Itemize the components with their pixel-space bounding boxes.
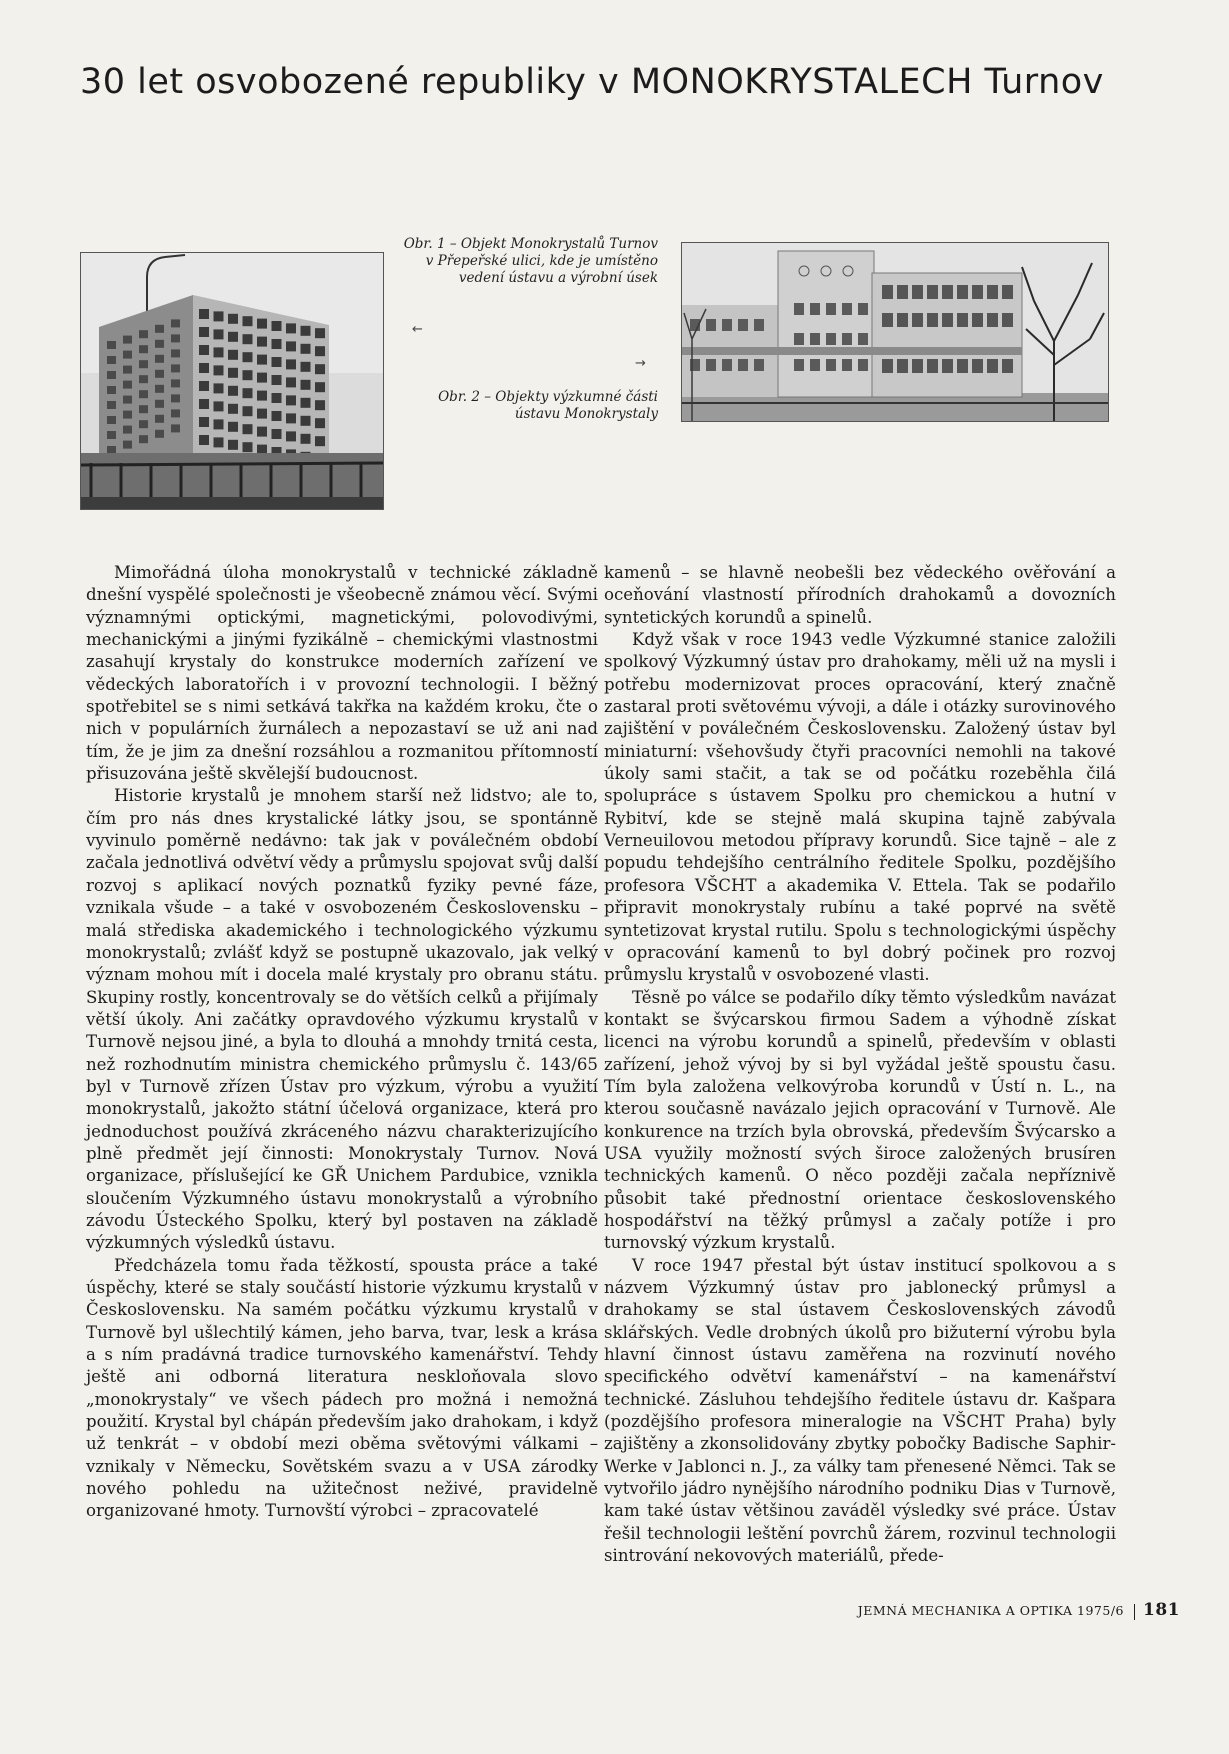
- window: [228, 422, 238, 432]
- window: [155, 430, 164, 438]
- window: [826, 359, 836, 371]
- window: [882, 313, 893, 327]
- window: [315, 418, 325, 428]
- window: [826, 303, 836, 315]
- window: [139, 360, 148, 368]
- window: [272, 339, 282, 349]
- window: [957, 313, 968, 327]
- figure-1-caption: Obr. 1 – Objekt Monokrystalů Turnov v Přepeřské ulici, kde je umístěno vedení ústavu a výrobní úsek: [403, 236, 658, 286]
- window: [139, 405, 148, 413]
- text-column-right: [604, 562, 1116, 1567]
- window: [214, 311, 224, 321]
- window: [107, 356, 116, 364]
- journal-name: JEMNÁ MECHANIKA A OPTIKA 1975/6: [857, 1603, 1124, 1618]
- window: [1002, 359, 1013, 373]
- window: [171, 349, 180, 357]
- window: [199, 417, 209, 427]
- window: [272, 357, 282, 367]
- window: [706, 319, 716, 331]
- window: [107, 401, 116, 409]
- right-arrow-icon: →: [635, 356, 646, 371]
- window: [257, 427, 267, 437]
- window: [171, 379, 180, 387]
- window: [139, 345, 148, 353]
- window: [754, 359, 764, 371]
- figure-2-caption: Obr. 2 – Objekty výzkumné části ústavu Monokrystaly: [438, 389, 658, 422]
- window: [794, 359, 804, 371]
- window: [882, 359, 893, 373]
- window: [738, 319, 748, 331]
- window: [139, 435, 148, 443]
- window: [139, 330, 148, 338]
- window: [171, 409, 180, 417]
- window: [842, 359, 852, 371]
- window: [1002, 285, 1013, 299]
- window: [199, 327, 209, 337]
- window: [123, 366, 132, 374]
- window: [272, 411, 282, 421]
- paragraph: Když však v roce 1943 vedle Výzkumné stanice založili spolkový Výzkumný ústav pro drahokamy, měli už na mysli i potřebu modernizovat proces opracování, který značně zastaral proti světovému vývoji, a dále i otázky surovinového zajištění v poválečném Československu. Založený ústav byl miniaturní: všehovšudy čtyři pracovníci nemohli na takové úkoly sami stačit, a tak se od počátku rozeběhla čilá spolupráce s ústavem Spolku pro chemickou a hutní v Rybitví, kde se stejně malá skupina tajně zabývala Verneuilovou metodou přípravy korundů. Sice tajně – ale z popudu tehdejšího centrálního ředitele Spolku, pozdějšího profesora VŠCHT a akademika V. Ettela. Tak se podařilo připravit monokrystaly rubínu a také poprvé na světě syntetizovat krystal rutilu. Spolu s technologickými úspěchy v opracování kamenů to byl dobrý počinek pro rozvoj průmyslu krystalů v osvobozené vlasti.: [604, 630, 1116, 985]
- window: [243, 388, 253, 398]
- window: [199, 435, 209, 445]
- window: [912, 313, 923, 327]
- window: [722, 359, 732, 371]
- window: [257, 337, 267, 347]
- window: [810, 359, 820, 371]
- page-title: 30 let osvobozené republiky v MONOKRYSTALECH Turnov: [80, 62, 1104, 102]
- window: [214, 401, 224, 411]
- window: [286, 431, 296, 441]
- window: [214, 419, 224, 429]
- window: [315, 328, 325, 338]
- window: [243, 424, 253, 434]
- window: [301, 416, 311, 426]
- window: [272, 375, 282, 385]
- window: [301, 398, 311, 408]
- window: [927, 285, 938, 299]
- window: [842, 333, 852, 345]
- window: [957, 359, 968, 373]
- paragraph: Mimořádná úloha monokrystalů v technické základně dnešní vyspělé společnosti je všeobecně známou věcí. Svými významnými optickými, magnetickými, polovodivými, mechanickými a jinými fyzikálně – chemickými vlastnostmi zasahují krystaly do konstrukce moderních zařízení ve vědeckých laboratořích i v provozní technologii. I běžný spotřebitel se s nimi setkává takřka na každém kroku, čte o nich v populárních žurnálech a nepozastaví se už ani nad tím, že je jim za dnešní rozsáhlou a rozmanitou přítomností přisuzována ještě skvělejší budoucnost.: [86, 563, 598, 784]
- window: [155, 400, 164, 408]
- window: [123, 351, 132, 359]
- window: [810, 303, 820, 315]
- window: [826, 333, 836, 345]
- paragraph: V roce 1947 přestal být ústav institucí spolkovou a s názvem Výzkumný ústav pro jablonecký průmysl a drahokamy se stal ústavem Československých závodů sklářských. Vedle drobných úkolů pro bižuterní výrobu byla hlavní činnost ústavu zaměřena na rozvinutí nového specifického odvětví kamenářství – na kamenářství technické. Zásluhou tehdejšího ředitele ústavu dr. Kašpara (pozdějšího profesora mineralogie na VŠCHT Praha) byly zajištěny a zkonsolidovány zbytky pobočky Badische Saphir-Werke v Jablonci n. J., za války tam přenesené Němci. Tak se vytvořilo jádro nynějšího národního podniku Dias v Turnově, kam také ústav většinou zaváděl výsledky své práce. Ústav řešil technologii leštění povrchů žárem, rozvinul technologii sintrování nekovových materiálů, přede-: [604, 1255, 1116, 1566]
- window: [257, 373, 267, 383]
- window: [243, 352, 253, 362]
- window: [243, 316, 253, 326]
- window: [897, 313, 908, 327]
- window: [942, 313, 953, 327]
- paragraph: Těsně po válce se podařilo díky těmto výsledkům navázat kontakt se švýcarskou firmou Sadem a výhodně získat licenci na výrobu korundů a spinelů, především v oblasti zařízení, jehož vývoj by si byl vyžádal ještě spoustu času. Tím byla založena velkovýroba korundů v Ústí n. L., na kterou současně navázalo jejich opracování v Turnově. Ale konkurence na trzích byla obrovská, především Švýcarsko a USA využily možností svých široce založených brusíren technických kamenů. O něco později začala nepříznivě působit také přednostní orientace československého hospodářství na těžký průmysl a začaly potíže i pro turnovský výzkum krystalů.: [604, 987, 1116, 1253]
- window: [706, 359, 716, 371]
- paragraph: kamenů – se hlavně neobešli bez vědeckého ověřování a oceňování vlastností přírodních drahokamů a dovozních syntetických korundů a spinelů.: [604, 563, 1116, 627]
- window: [794, 333, 804, 345]
- window: [214, 347, 224, 357]
- window: [942, 359, 953, 373]
- window: [228, 404, 238, 414]
- window: [139, 420, 148, 428]
- window: [228, 314, 238, 324]
- window: [214, 365, 224, 375]
- window: [171, 424, 180, 432]
- left-arrow-icon: ←: [412, 322, 423, 337]
- window: [123, 426, 132, 434]
- window: [987, 313, 998, 327]
- window: [171, 394, 180, 402]
- window: [301, 380, 311, 390]
- window: [286, 359, 296, 369]
- window: [123, 336, 132, 344]
- window: [107, 431, 116, 439]
- window: [123, 396, 132, 404]
- window: [199, 381, 209, 391]
- window: [107, 371, 116, 379]
- window: [754, 319, 764, 331]
- window: [315, 346, 325, 356]
- window: [139, 390, 148, 398]
- window: [171, 334, 180, 342]
- paragraph: Historie krystalů je mnohem starší než lidstvo; ale to, čím pro nás dnes krystalické látky jsou, se spontánně vyvinulo poměrně nedávno: tak jak v poválečném období začala jednotlivá odvětví vědy a průmyslu spojovat svůj další rozvoj s aplikací nových poznatků fyziky pevné fáze, vznikala všude – a také v osvobozeném Československu – malá střediska akademického i technologického výzkumu monokrystalů; zvlášť když se postupně ukazovalo, jak velký význam mohou mít i docela malé krystaly pro obranu státu. Skupiny rostly, koncentrovaly se do větších celků a přijímaly větší úkoly. Ani začátky opravdového výzkumu krystalů v Turnově nejsou jiné, a byla to dlouhá a mnohdy trnitá cesta, než rozhodnutím ministra chemického průmyslu č. 143/65 byl v Turnově zřízen Ústav pro výzkum, výrobu a využití monokrystalů, jakožto státní účelová organizace, která pro jednoduchost používá zkráceného názvu charakterizujícího plně předmět její činnosti: Monokrystaly Turnov. Nová organizace, příslušející ke GŘ Unichem Pardubice, vznikla sloučením Výzkumného ústavu monokrystalů a výrobního závodu Ústeckého Spolku, který byl postaven na základě výzkumných výsledků ústavu.: [86, 786, 598, 1253]
- window: [912, 285, 923, 299]
- window: [972, 313, 983, 327]
- window: [315, 382, 325, 392]
- window: [257, 355, 267, 365]
- window: [301, 344, 311, 354]
- window: [301, 434, 311, 444]
- window: [199, 345, 209, 355]
- window: [987, 285, 998, 299]
- window: [214, 329, 224, 339]
- window: [315, 400, 325, 410]
- window: [214, 383, 224, 393]
- window: [1002, 313, 1013, 327]
- window: [228, 368, 238, 378]
- window: [155, 355, 164, 363]
- window: [155, 385, 164, 393]
- building-photo-2: [681, 242, 1109, 422]
- window: [123, 441, 132, 449]
- window: [228, 440, 238, 450]
- window: [810, 333, 820, 345]
- window: [301, 362, 311, 372]
- window: [199, 309, 209, 319]
- window: [794, 303, 804, 315]
- window: [243, 442, 253, 452]
- window: [286, 341, 296, 351]
- window: [155, 415, 164, 423]
- window: [957, 285, 968, 299]
- window: [123, 381, 132, 389]
- window: [155, 370, 164, 378]
- window: [243, 406, 253, 416]
- footer-divider: [1134, 1604, 1135, 1620]
- page-footer: [740, 1600, 1180, 1620]
- building-illustration-2: [682, 243, 1108, 421]
- window: [272, 321, 282, 331]
- window: [927, 313, 938, 327]
- window: [107, 416, 116, 424]
- window: [123, 411, 132, 419]
- window: [257, 409, 267, 419]
- window: [722, 319, 732, 331]
- page-number: 181: [1143, 1600, 1180, 1620]
- window: [155, 325, 164, 333]
- window: [228, 386, 238, 396]
- window: [171, 319, 180, 327]
- window: [987, 359, 998, 373]
- window: [897, 285, 908, 299]
- window: [897, 359, 908, 373]
- window: [171, 364, 180, 372]
- window: [738, 359, 748, 371]
- window: [243, 370, 253, 380]
- window: [882, 285, 893, 299]
- window: [301, 326, 311, 336]
- window: [842, 303, 852, 315]
- window: [107, 386, 116, 394]
- window: [286, 395, 296, 405]
- window: [912, 359, 923, 373]
- building-photo-1: [80, 252, 384, 510]
- window: [257, 391, 267, 401]
- window: [972, 359, 983, 373]
- window: [858, 333, 868, 345]
- window: [858, 359, 868, 371]
- window: [272, 393, 282, 403]
- window: [257, 319, 267, 329]
- window: [272, 429, 282, 439]
- window: [315, 364, 325, 374]
- window: [286, 377, 296, 387]
- window: [214, 437, 224, 447]
- window: [228, 350, 238, 360]
- window: [139, 375, 148, 383]
- window: [286, 323, 296, 333]
- window: [315, 436, 325, 446]
- window: [199, 363, 209, 373]
- window: [107, 446, 116, 454]
- window: [155, 340, 164, 348]
- building-illustration-1: [81, 253, 383, 509]
- window: [107, 341, 116, 349]
- window: [286, 413, 296, 423]
- window: [199, 399, 209, 409]
- window: [942, 285, 953, 299]
- window: [858, 303, 868, 315]
- window: [228, 332, 238, 342]
- paragraph: Předcházela tomu řada těžkostí, spousta práce a také úspěchy, které se staly součástí historie výzkumu krystalů v Československu. Na samém počátku výzkumu krystalů v Turnově byl ušlechtilý kámen, jeho barva, tvar, lesk a krása a s ním pradávná tradice turnovského kamenářství. Tehdy ještě ani odborná literatura neskloňovala slovo „monokrystaly“ ve všech pádech pro možná i nemožná použití. Krystal byl chápán především jako drahokam, i když už tenkrát – v období mezi oběma světovými válkami – vznikaly v Německu, Sovětském svazu a v USA zárodky nového pohledu na užitečnost neživé, pravidelně organizované hmoty. Turnovští výrobci – zpracovatelé: [86, 1255, 598, 1521]
- text-column-left: [86, 562, 598, 1523]
- window: [927, 359, 938, 373]
- window: [972, 285, 983, 299]
- window: [243, 334, 253, 344]
